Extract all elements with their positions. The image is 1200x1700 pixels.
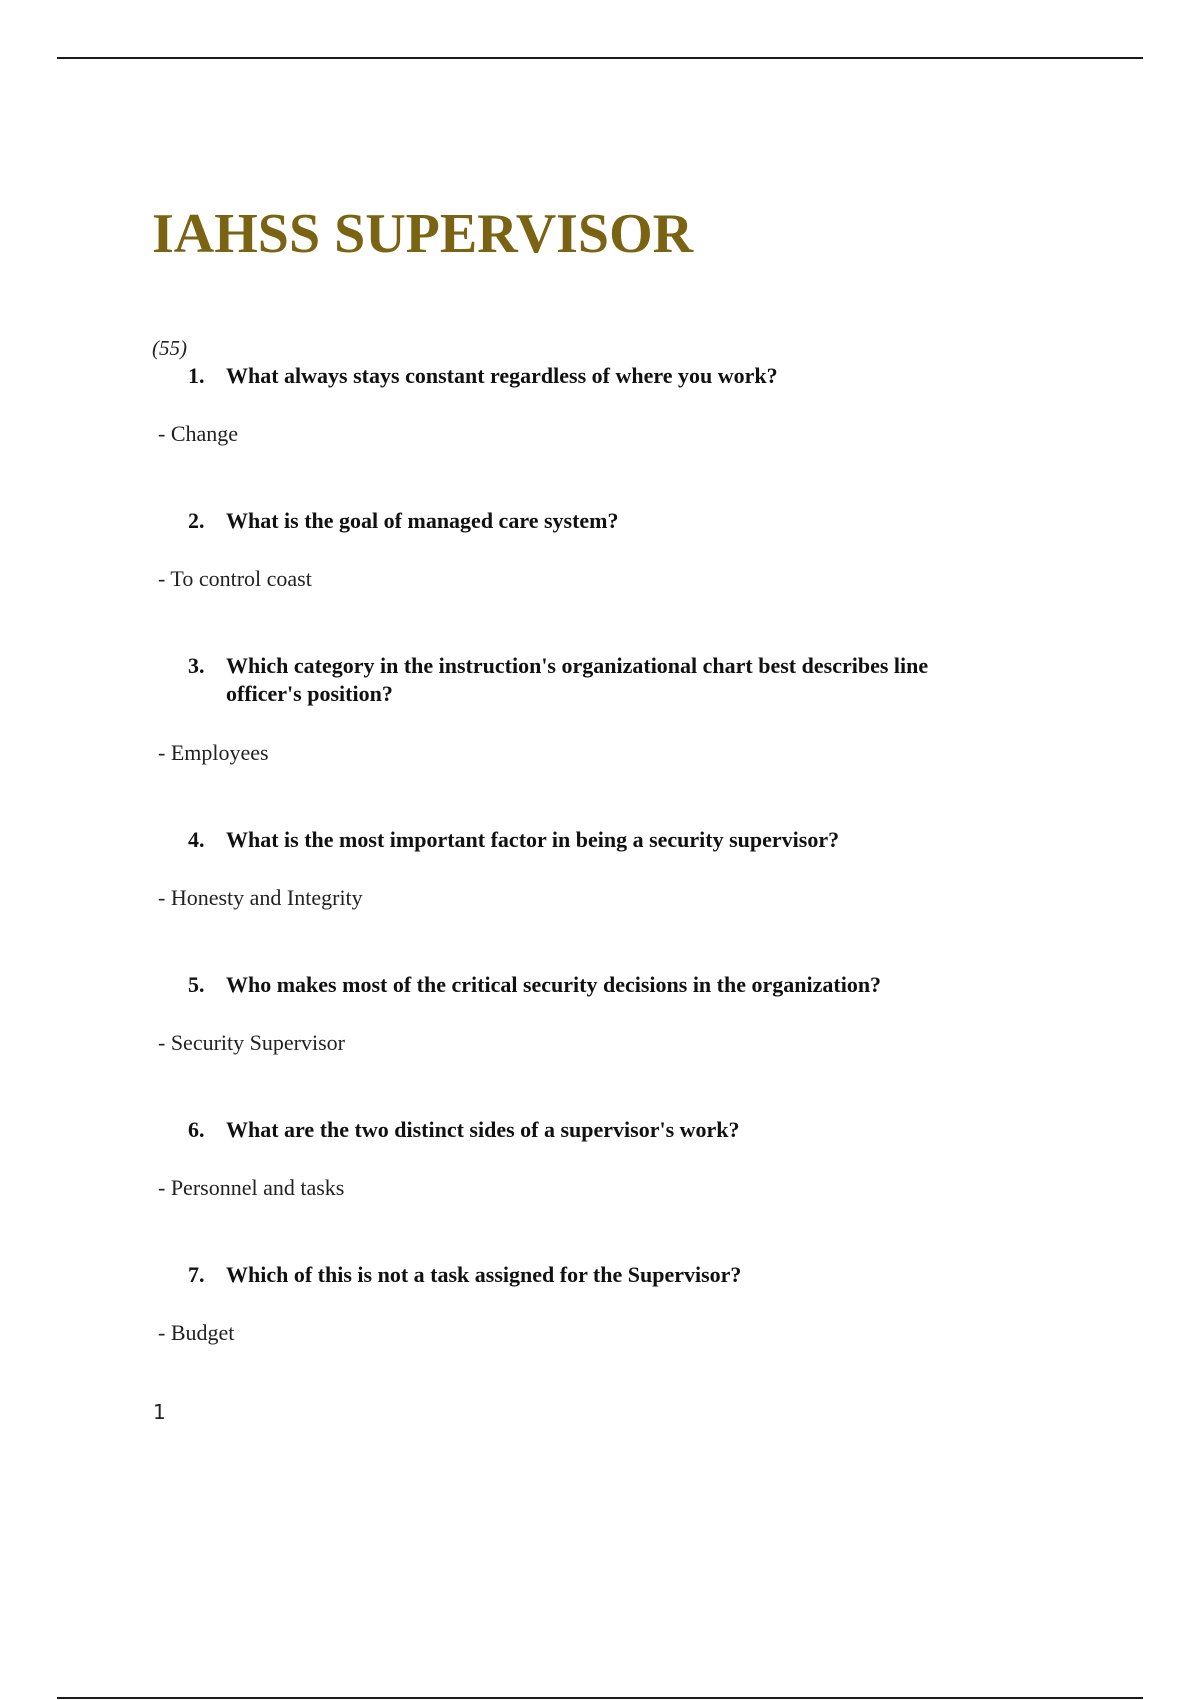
question-text-2: What is the goal of managed care system?	[226, 508, 619, 533]
question-text-6: What are the two distinct sides of a supervisor's work?	[226, 1117, 740, 1142]
question-number-1: 1.	[188, 363, 205, 388]
answer-4: - Honesty and Integrity	[158, 885, 363, 910]
answer-3: - Employees	[158, 740, 269, 765]
question-number-4: 4.	[188, 827, 205, 852]
answer-2: - To control coast	[158, 566, 312, 591]
question-number-2: 2.	[188, 508, 205, 533]
question-text-1: What always stays constant regardless of where you work?	[226, 363, 778, 388]
bottom-rule	[57, 1697, 1143, 1699]
question-3	[188, 652, 1008, 708]
answer-1: - Change	[158, 421, 239, 446]
question-text-5: Who makes most of the critical security decisions in the organization?	[226, 972, 882, 997]
question-number-7: 7.	[188, 1262, 205, 1287]
question-text-7: Which of this is not a task assigned for the Supervisor?	[226, 1262, 742, 1287]
question-4	[188, 826, 1008, 854]
question-2	[188, 507, 1008, 535]
question-text-3: Which category in the instruction's organizational chart best describes line officer's position?	[226, 653, 929, 706]
question-count: (55)	[152, 336, 187, 360]
document-title: IAHSS SUPERVISOR	[152, 203, 694, 265]
question-number-3: 3.	[188, 653, 205, 678]
question-number-5: 5.	[188, 972, 205, 997]
answer-5: - Security Supervisor	[158, 1030, 345, 1055]
question-5	[188, 971, 1008, 999]
answer-7: - Budget	[158, 1320, 235, 1345]
page-number: 1	[153, 1400, 166, 1424]
answer-6: - Personnel and tasks	[158, 1175, 345, 1200]
question-7	[188, 1261, 1008, 1289]
question-number-6: 6.	[188, 1117, 205, 1142]
top-rule	[57, 57, 1143, 59]
question-1	[188, 362, 1008, 390]
question-text-4: What is the most important factor in being a security supervisor?	[226, 827, 840, 852]
question-6	[188, 1116, 1008, 1144]
